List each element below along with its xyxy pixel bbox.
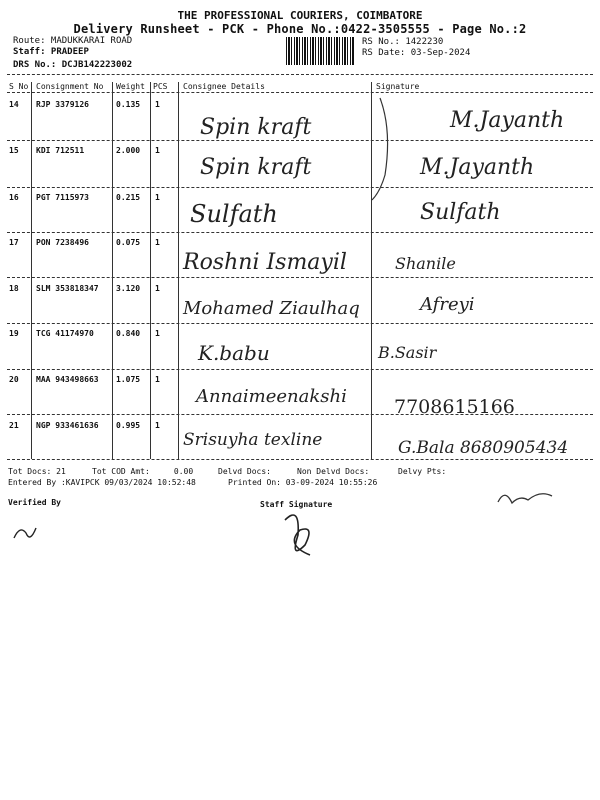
row-weight: 2.000: [116, 146, 141, 155]
row-weight: 0.215: [116, 193, 141, 202]
row-sno: 16: [9, 193, 19, 202]
drs-number: DRS No.: DCJB142223002: [13, 60, 133, 70]
row-weight: 1.075: [116, 375, 141, 384]
col-weight: Weight: [116, 82, 145, 91]
staff-signature-scribble: [285, 515, 310, 555]
row-consignment: PGT 7115973: [36, 193, 89, 202]
row-pcs: 1: [155, 193, 160, 202]
staff-signature-label: Staff Signature: [260, 500, 333, 509]
row-sno: 18: [9, 284, 19, 293]
row-weight: 0.995: [116, 421, 141, 430]
signature-handwriting: B.Sasir: [378, 343, 437, 362]
company-title: THE PROFESSIONAL COURIERS, COIMBATORE: [177, 9, 423, 22]
verifier-signature-scribble: [14, 528, 36, 538]
total-cod-amount: Tot COD Amt: 0.00: [92, 467, 194, 476]
row-sno: 15: [9, 146, 19, 155]
route-label: Route: MADUKKARAI ROAD: [13, 36, 133, 46]
row-sno: 21: [9, 421, 19, 430]
total-docs: Tot Docs: 21: [8, 467, 66, 476]
rs-number: RS No.: 1422230: [362, 37, 444, 47]
consignee-handwriting: Mohamed Ziaulhaq: [183, 298, 360, 319]
extra-signature-scribble: [498, 494, 552, 503]
row-consignment: TCG 41174970: [36, 329, 94, 338]
runsheet-subtitle: Delivery Runsheet - PCK - Phone No.:0422-3505555 - Page No.:2: [73, 22, 527, 36]
col-pcs: PCS: [153, 82, 168, 91]
entered-by: Entered By :KAVIPCK 09/03/2024 10:52:48: [8, 478, 196, 487]
consignee-handwriting: Spin kraft: [200, 155, 312, 180]
delivered-docs: Delvd Docs:: [218, 467, 271, 476]
col-sno: S No: [9, 82, 29, 91]
row-consignment: RJP 3379126: [36, 100, 89, 109]
row-sno: 14: [9, 100, 19, 109]
row-weight: 0.075: [116, 238, 141, 247]
row-sno: 19: [9, 329, 19, 338]
signature-handwriting: Sulfath: [420, 200, 501, 225]
signature-handwriting: M.Jayanth: [420, 155, 535, 180]
brace-mark: [372, 98, 388, 200]
row-consignment: KDI 712511: [36, 146, 85, 155]
row-weight: 0.840: [116, 329, 141, 338]
printed-on: Printed On: 03-09-2024 10:55:26: [228, 478, 378, 487]
col-details: Consignee Details: [183, 82, 265, 91]
row-consignment: MAA 943498663: [36, 375, 99, 384]
row-pcs: 1: [155, 329, 160, 338]
verified-by-label: Verified By: [8, 498, 61, 507]
row-consignment: SLM 353818347: [36, 284, 99, 293]
row-sno: 17: [9, 238, 19, 247]
row-pcs: 1: [155, 146, 160, 155]
row-pcs: 1: [155, 375, 160, 384]
delivery-points: Delvy Pts:: [398, 467, 447, 476]
row-weight: 3.120: [116, 284, 141, 293]
consignee-handwriting: Roshni Ismayil: [183, 250, 347, 275]
signature-handwriting: G.Bala 8680905434: [398, 438, 569, 458]
row-consignment: NGP 933461636: [36, 421, 99, 430]
signature-handwriting: M.Jayanth: [450, 108, 565, 133]
row-weight: 0.135: [116, 100, 141, 109]
consignee-handwriting: Spin kraft: [200, 115, 312, 140]
signature-handwriting: 7708615166: [394, 396, 515, 418]
signature-handwriting: Shanile: [395, 254, 456, 273]
row-consignment: PON 7238496: [36, 238, 89, 247]
row-pcs: 1: [155, 100, 160, 109]
row-pcs: 1: [155, 421, 160, 430]
row-pcs: 1: [155, 284, 160, 293]
consignee-handwriting: Srisuyha texline: [183, 430, 323, 450]
signature-handwriting: Afreyi: [420, 294, 475, 315]
rs-date: RS Date: 03-Sep-2024: [362, 48, 471, 58]
consignee-handwriting: K.babu: [198, 341, 270, 365]
row-pcs: 1: [155, 238, 160, 247]
col-consignment: Consignment No: [36, 82, 104, 91]
non-delivered-docs: Non Delvd Docs:: [297, 467, 370, 476]
staff-label: Staff: PRADEEP: [13, 47, 89, 57]
consignee-handwriting: Annaimeenakshi: [196, 386, 347, 407]
col-signature: Signature: [376, 82, 420, 91]
row-sno: 20: [9, 375, 19, 384]
consignee-handwriting: Sulfath: [190, 200, 278, 228]
